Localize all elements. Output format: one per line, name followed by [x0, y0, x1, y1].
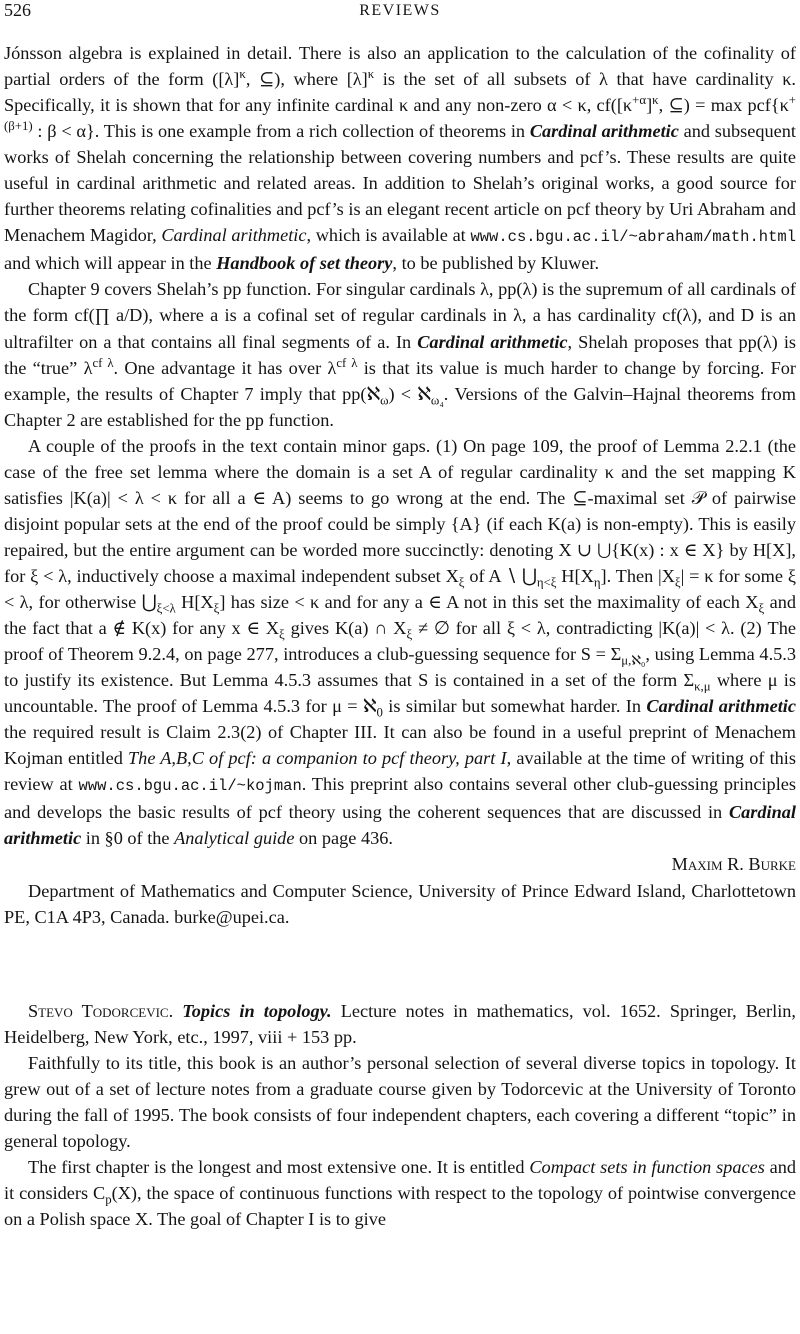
book-title: Topics in topology.: [182, 1000, 332, 1021]
review-separator: [4, 930, 796, 998]
article-title-ref: Cardinal arithmetic: [161, 225, 307, 246]
reviewer-affiliation: Department of Mathematics and Computer Science, University of Prince Edward Island, Charlottetown PE, C1A 4P3, Canada. burke@upei.ca.: [4, 880, 796, 927]
url-link[interactable]: www.cs.bgu.ac.il/~abraham/math.html: [470, 228, 796, 247]
review1-paragraph-2: Chapter 9 covers Shelah’s pp function. For singular cardinals λ, pp(λ) is the supremum of all cardinals of the form cf(∏ a/D), where a is a cofinal set of regular cardinals in λ, a has cardinality cf(λ), and D is an ultrafilter on a that contains all final segments of a. In Cardinal arithmetic, Shelah proposes that pp(λ) is the “true” $\lambda^{cf \lambda}$. One advantage it has over $\lambda^{cf \lambda}$ is that its value is much harder to change by forcing. For example, the results of Chapter 7 imply that pp(ℵ$_\omega$) < ℵ$_{\omega_4}$. Versions of the Galvin–Hajnal theorems from Chapter 2 are established for the pp function.: [4, 279, 797, 430]
book-title-ref: Cardinal arithmetic: [417, 331, 568, 352]
article-body: [4, 40, 796, 1232]
running-head: REVIEWS: [359, 2, 441, 19]
review2-citation: Stevo Todorcevic. Topics in topology. Lecture notes in mathematics, vol. 1652. Springer, Berlin, Heidelberg, New York, etc., 1997, viii + 153 pp.: [4, 1000, 796, 1047]
url-link[interactable]: www.cs.bgu.ac.il/~kojman: [78, 777, 302, 796]
page: [4, 0, 796, 1232]
book-title-ref: Cardinal arithmetic: [4, 802, 796, 849]
handbook-title-ref: Handbook of set theory: [216, 253, 393, 274]
review1-paragraph-1: Jónsson algebra is explained in detail. There is also an application to the calculation of the cofinality of partial orders of the form ($[\lambda]^\kappa$, ⊆), where $[\lambda]^\kappa$ is the set of all subsets of λ that have cardinality κ. Specifically, it is shown that for any infinite cardinal κ and any non-zero α < κ, $cf([\kappa^{+\alpha}]^\kappa$, ⊆) = $\max pcf\{\kappa^{+(\beta+1)}$ : β < α}. This is one example from a rich collection of theorems in Cardinal arithmetic and subsequent works of Shelah concerning the relationship between covering numbers and pcf’s. These results are quite useful in cardinal arithmetic and related areas. In addition to Shelah’s original works, a good source for further theorems relating cofinalities and pcf’s is an elegant recent article on pcf theory by Uri Abraham and Menachem Magidor, Cardinal arithmetic, which is available at www.cs.bgu.ac.il/~abraham/math.html and which will appear in the Handbook of set theory, to be published by Kluwer.: [4, 43, 797, 274]
book-title-ref: Cardinal arithmetic: [646, 696, 796, 717]
book-title-ref: Cardinal arithmetic: [529, 121, 679, 142]
running-header: [4, 0, 796, 26]
chapter-title-ref: Compact sets in function spaces: [529, 1156, 765, 1177]
reviewer-signature: Maxim R. Burke: [671, 854, 796, 875]
guide-title-ref: Analytical guide: [174, 828, 295, 849]
review1-paragraph-3: A couple of the proofs in the text contain minor gaps. (1) On page 109, the proof of Lemma 2.2.1 (the case of the free set lemma where the domain is a set A of regular cardinality κ and the set mapping K satisfies |K(a)| < λ < κ for all a ∈ A) seems to go wrong at the end. The ⊆-maximal set 𝒫 of pairwise disjoint popular sets at the end of the proof could be simply {A} (if each K(a) is non-empty). This is easily repaired, but the entire argument can be worded more succinctly: denoting X ∪ ⋃{K(x) : x ∈ X} by H[X], for ξ < λ, inductively choose a maximal independent subset $X_\xi$ of A ∖ $⋃_{\eta<\xi}$ $H[X_\eta]$. Then $|X_\xi| = \kappa$ for some ξ < λ, for otherwise $⋃_{\xi<\lambda}$ $H[X_\xi]$ has size < κ and for any a ∈ A not in this set the maximality of each $X_\xi$ and the fact that a ∉ K(x) for any x ∈ $X_\xi$ gives K(a) ∩ $X_\xi$ ≠ ∅ for all ξ < λ, contradicting |K(a)| < λ. (2) The proof of Theorem 9.2.4, on page 277, introduces a club-guessing sequence for $S = \Sigma_{\mu,ℵ_0}$, using Lemma 4.5.3 to justify its existence. But Lemma 4.5.3 assumes that S is contained in a set of the form $\Sigma_{\kappa,\mu}$ where μ is uncountable. The proof of Lemma 4.5.3 for μ = ℵ$_0$ is similar but somewhat harder. In Cardinal arithmetic the required result is Claim 2.3(2) of Chapter III. It can also be found in a useful preprint of Menachem Kojman entitled The A,B,C of pcf: a companion to pcf theory, part I, available at the time of writing of this review at www.cs.bgu.ac.il/~kojman. This preprint also contains several other club-guessing principles and develops the basic results of pcf theory using the coherent sequences that are discussed in Cardinal arithmetic in §0 of the Analytical guide on page 436.: [4, 435, 796, 849]
page-number: 526: [4, 0, 31, 20]
review2-paragraph-1: Faithfully to its title, this book is an author’s personal selection of several diverse topics in topology. It grew out of a set of lecture notes from a graduate course given by Todorcevic at the University of Toronto during the fall of 1995. The book consists of four independent chapters, each covering a different “topic” in general topology.: [4, 1052, 796, 1151]
review2-paragraph-2: The first chapter is the longest and most extensive one. It is entitled Compact sets in function spaces and it considers $C_p(X)$, the space of continuous functions with respect to the topology of pointwise convergence on a Polish space X. The goal of Chapter I is to give: [4, 1156, 796, 1229]
author-name: Stevo Todorcevic.: [28, 1000, 174, 1021]
preprint-title-ref: The A,B,C of pcf: a companion to pcf theory, part I: [128, 748, 507, 769]
